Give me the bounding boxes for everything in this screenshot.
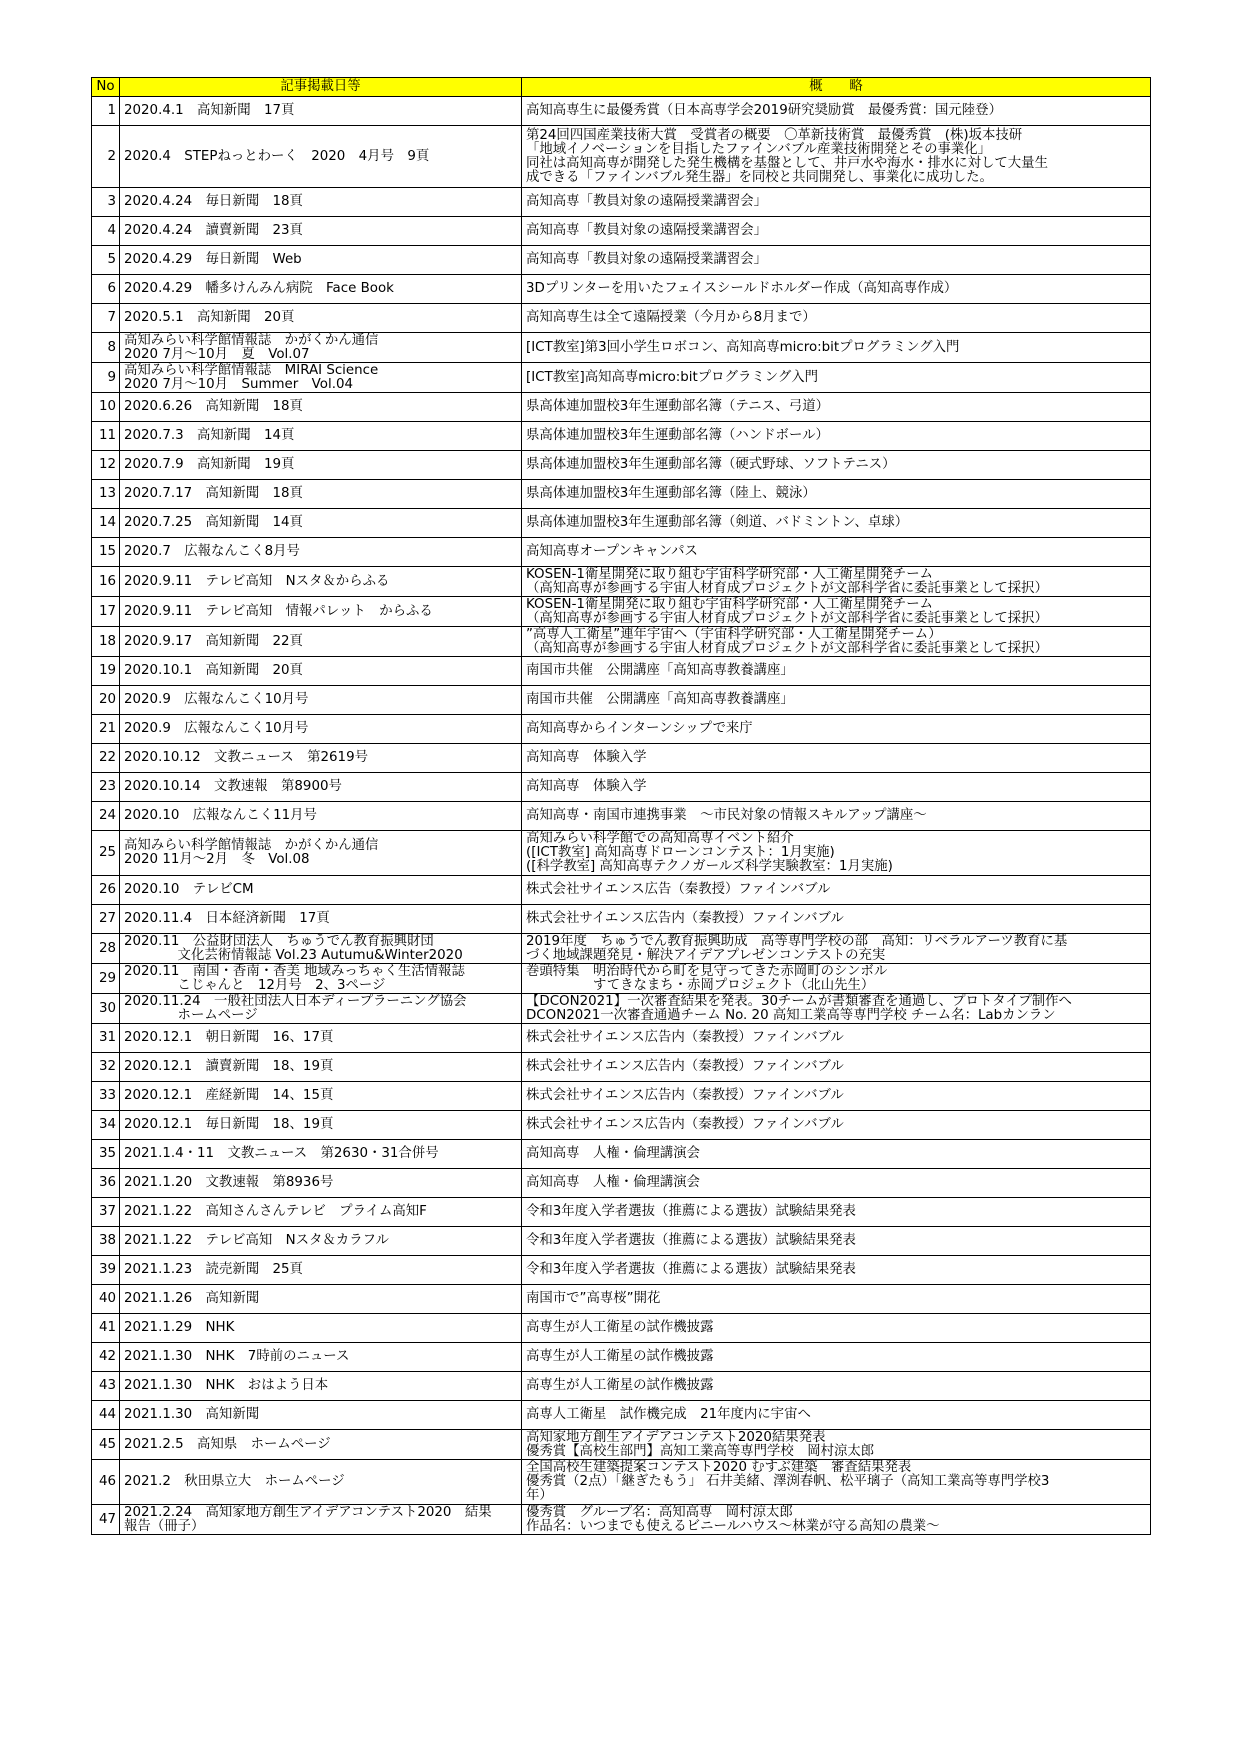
table-row <box>92 686 1151 715</box>
row-date: 2021.1.22 高知さんさんテレビ プライム高知F <box>120 1198 522 1227</box>
table-row <box>92 1140 1151 1169</box>
table-row <box>92 1111 1151 1140</box>
row-date: 2020.4 STEPねっとわーく 2020 4月号 9頁 <box>120 126 522 188</box>
row-date: 2020.5.1 高知新聞 20頁 <box>120 304 522 333</box>
table-row <box>92 188 1151 217</box>
table-row <box>92 1169 1151 1198</box>
row-no: 31 <box>92 1024 120 1053</box>
row-no: 3 <box>92 188 120 217</box>
row-no: 15 <box>92 538 120 567</box>
row-summary: 高知みらい科学館での高知高専イベント紹介 ([ICT教室] 高知高専ドローンコンテスト：1月実施) ([科学教室] 高知高専テクノガールズ科学実験教室：1月実施) <box>522 831 1151 876</box>
table-row <box>92 905 1151 934</box>
row-summary: 県高体連加盟校3年生運動部名簿（剣道、バドミントン、卓球） <box>522 509 1151 538</box>
row-no: 23 <box>92 773 120 802</box>
row-summary: ”高専人工衛星”連年宇宙へ（宇宙科学研究部・人工衛星開発チーム） （高知高専が参画する宇宙人材育成プロジェクトが文部科学省に委託事業として採択） <box>522 627 1151 657</box>
header-summary: 概 略 <box>522 78 1151 97</box>
table-row <box>92 1198 1151 1227</box>
table-row <box>92 126 1151 188</box>
table-row <box>92 627 1151 657</box>
row-no: 32 <box>92 1053 120 1082</box>
row-no: 20 <box>92 686 120 715</box>
row-no: 4 <box>92 217 120 246</box>
row-date: 2020.6.26 高知新聞 18頁 <box>120 393 522 422</box>
row-no: 1 <box>92 97 120 126</box>
table-row <box>92 744 1151 773</box>
table-row <box>92 831 1151 876</box>
row-no: 46 <box>92 1460 120 1505</box>
row-no: 21 <box>92 715 120 744</box>
row-no: 33 <box>92 1082 120 1111</box>
row-summary: 南国市で”高専桜”開花 <box>522 1285 1151 1314</box>
row-date: 2020.10.1 高知新聞 20頁 <box>120 657 522 686</box>
row-no: 18 <box>92 627 120 657</box>
table-row <box>92 715 1151 744</box>
row-summary: 2019年度 ちゅうでん教育振興助成 高等専門学校の部 高知：リベラルアーツ教育に基 づく地域課題発見・解決アイデアプレゼンコンテストの充実 <box>522 934 1151 964</box>
row-date: 2020.7.17 高知新聞 18頁 <box>120 480 522 509</box>
row-date: 2020.11 公益財団法人 ちゅうでん教育振興財団 文化芸術情報誌 Vol.23 Autumu&Winter2020 <box>120 934 522 964</box>
row-summary: 県高体連加盟校3年生運動部名簿（硬式野球、ソフトテニス） <box>522 451 1151 480</box>
header-date: 記事掲載日等 <box>120 78 522 97</box>
row-summary: 高知高専 体験入学 <box>522 773 1151 802</box>
row-date: 2021.1.23 読売新聞 25頁 <box>120 1256 522 1285</box>
table-row <box>92 773 1151 802</box>
row-no: 37 <box>92 1198 120 1227</box>
row-date: 2021.1.4・11 文教ニュース 第2630・31合併号 <box>120 1140 522 1169</box>
row-summary: 高知高専「教員対象の遠隔授業講習会」 <box>522 188 1151 217</box>
row-summary: 南国市共催 公開講座「高知高専教養講座」 <box>522 657 1151 686</box>
row-no: 7 <box>92 304 120 333</box>
table-row <box>92 97 1151 126</box>
table-row <box>92 994 1151 1024</box>
row-summary: 高知高専 人権・倫理講演会 <box>522 1169 1151 1198</box>
table-row <box>92 1460 1151 1505</box>
row-no: 2 <box>92 126 120 188</box>
row-date: 2020.7.9 高知新聞 19頁 <box>120 451 522 480</box>
row-no: 45 <box>92 1430 120 1460</box>
row-no: 5 <box>92 246 120 275</box>
table-row <box>92 538 1151 567</box>
row-summary: 高知高専 体験入学 <box>522 744 1151 773</box>
row-summary: 株式会社サイエンス広告内（秦教授）ファインバブル <box>522 1082 1151 1111</box>
row-summary: 株式会社サイエンス広告内（秦教授）ファインバブル <box>522 1053 1151 1082</box>
row-date: 2021.1.26 高知新聞 <box>120 1285 522 1314</box>
row-summary: 第24回四国産業技術大賞 受賞者の概要 〇革新技術賞 最優秀賞 (株)坂本技研 「地域イノベーションを目指したファインバブル産業技術開発とその事業化」 同社は高知高専が開発した発生機構を基盤として、井戸水や海水・排水に対して大量生 成できる「ファインバブル発生器」を同校と共同開発し、事業化に成功した。 <box>522 126 1151 188</box>
row-no: 14 <box>92 509 120 538</box>
row-date: 高知みらい科学館情報誌 かがくかん通信 2020 7月～10月 夏 Vol.07 <box>120 333 522 363</box>
row-summary: 3Dプリンターを用いたフェイスシールドホルダー作成（高知高専作成） <box>522 275 1151 304</box>
row-no: 11 <box>92 422 120 451</box>
row-date: 2020.4.24 讀賣新聞 23頁 <box>120 217 522 246</box>
row-date: 2020.4.29 毎日新聞 Web <box>120 246 522 275</box>
row-no: 41 <box>92 1314 120 1343</box>
row-date: 高知みらい科学館情報誌 かがくかん通信 2020 11月～2月 冬 Vol.08 <box>120 831 522 876</box>
row-date: 2021.1.20 文教速報 第8936号 <box>120 1169 522 1198</box>
row-no: 42 <box>92 1343 120 1372</box>
row-summary: 南国市共催 公開講座「高知高専教養講座」 <box>522 686 1151 715</box>
row-summary: 株式会社サイエンス広告内（秦教授）ファインバブル <box>522 1111 1151 1140</box>
row-summary: 全国高校生建築提案コンテスト2020 むすぶ建築 審査結果発表 優秀賞（2点）「継ぎたもう」 石井美緒、澤渕春帆、松平璃子（高知工業高等専門学校3 年） <box>522 1460 1151 1505</box>
row-date: 2020.4.24 毎日新聞 18頁 <box>120 188 522 217</box>
row-summary: 高専人工衛星 試作機完成 21年度内に宇宙へ <box>522 1401 1151 1430</box>
row-date: 2020.9 広報なんこく10月号 <box>120 686 522 715</box>
table-row <box>92 1285 1151 1314</box>
row-summary: 令和3年度入学者選抜（推薦による選抜）試験結果発表 <box>522 1198 1151 1227</box>
row-summary: 高知高専オープンキャンパス <box>522 538 1151 567</box>
row-date: 2020.10.12 文教ニュース 第2619号 <box>120 744 522 773</box>
row-date: 2020.10 広報なんこく11月号 <box>120 802 522 831</box>
row-no: 25 <box>92 831 120 876</box>
table-row <box>92 802 1151 831</box>
row-date: 2021.1.29 NHK <box>120 1314 522 1343</box>
row-summary: 優秀賞 グループ名：高知高専 岡村涼太郎 作品名：いつまでも使えるビニールハウス～林業が守る高知の農業～ <box>522 1505 1151 1535</box>
table-row <box>92 567 1151 597</box>
table-row <box>92 934 1151 964</box>
row-summary: 令和3年度入学者選抜（推薦による選抜）試験結果発表 <box>522 1227 1151 1256</box>
row-date: 2020.12.1 産経新聞 14、15頁 <box>120 1082 522 1111</box>
table-row <box>92 509 1151 538</box>
table-row <box>92 1256 1151 1285</box>
row-date: 2020.4.29 幡多けんみん病院 Face Book <box>120 275 522 304</box>
table-row <box>92 1505 1151 1535</box>
row-date: 2020.4.1 高知新聞 17頁 <box>120 97 522 126</box>
row-summary: 高知家地方創生アイデアコンテスト2020結果発表 優秀賞【高校生部門】高知工業高等専門学校 岡村涼太郎 <box>522 1430 1151 1460</box>
row-no: 26 <box>92 876 120 905</box>
table-row <box>92 1401 1151 1430</box>
table-row <box>92 393 1151 422</box>
row-no: 38 <box>92 1227 120 1256</box>
row-summary: 高知高専からインターンシップで来庁 <box>522 715 1151 744</box>
row-summary: 県高体連加盟校3年生運動部名簿（ハンドボール） <box>522 422 1151 451</box>
header-no: No <box>92 78 120 97</box>
row-no: 47 <box>92 1505 120 1535</box>
row-no: 36 <box>92 1169 120 1198</box>
row-no: 35 <box>92 1140 120 1169</box>
row-no: 6 <box>92 275 120 304</box>
row-date: 2020.11.24 一般社団法人日本ディープラーニング協会 ホームページ <box>120 994 522 1024</box>
row-date: 2020.9.11 テレビ高知 情報パレット からふる <box>120 597 522 627</box>
row-summary: [ICT教室]第3回小学生ロボコン、高知高専micro:bitプログラミング入門 <box>522 333 1151 363</box>
row-date: 2021.1.30 高知新聞 <box>120 1401 522 1430</box>
row-summary: 高専生が人工衛星の試作機披露 <box>522 1343 1151 1372</box>
table-row <box>92 275 1151 304</box>
row-no: 43 <box>92 1372 120 1401</box>
table-row <box>92 1082 1151 1111</box>
row-no: 22 <box>92 744 120 773</box>
table-row <box>92 1024 1151 1053</box>
row-summary: 高知高専「教員対象の遠隔授業講習会」 <box>522 217 1151 246</box>
row-date: 2020.9.17 高知新聞 22頁 <box>120 627 522 657</box>
row-no: 24 <box>92 802 120 831</box>
table-row <box>92 1314 1151 1343</box>
row-summary: 高知高専・南国市連携事業 ～市民対象の情報スキルアップ講座～ <box>522 802 1151 831</box>
row-date: 2020.7.25 高知新聞 14頁 <box>120 509 522 538</box>
row-date: 2020.10 テレビCM <box>120 876 522 905</box>
row-no: 34 <box>92 1111 120 1140</box>
row-summary: 高専生が人工衛星の試作機披露 <box>522 1372 1151 1401</box>
row-no: 28 <box>92 934 120 964</box>
row-date: 2020.11 南国・香南・香美 地域みっちゃく生活情報誌 こじゃんと 12月号 2、3ページ <box>120 964 522 994</box>
row-summary: 高知高専生に最優秀賞（日本高専学会2019研究奨励賞 最優秀賞：国元陸登） <box>522 97 1151 126</box>
table-row <box>92 1053 1151 1082</box>
table-row <box>92 964 1151 994</box>
row-no: 44 <box>92 1401 120 1430</box>
row-date: 2020.12.1 朝日新聞 16、17頁 <box>120 1024 522 1053</box>
row-date: 2021.2 秋田県立大 ホームページ <box>120 1460 522 1505</box>
row-no: 27 <box>92 905 120 934</box>
row-no: 17 <box>92 597 120 627</box>
row-summary: 高知高専「教員対象の遠隔授業講習会」 <box>522 246 1151 275</box>
table-body <box>92 97 1151 1535</box>
table-row <box>92 451 1151 480</box>
table-row <box>92 1430 1151 1460</box>
row-summary: 県高体連加盟校3年生運動部名簿（陸上、競泳） <box>522 480 1151 509</box>
row-date: 2020.10.14 文教速報 第8900号 <box>120 773 522 802</box>
row-date: 2020.9.11 テレビ高知 Nスタ＆からふる <box>120 567 522 597</box>
row-no: 29 <box>92 964 120 994</box>
row-date: 2020.9 広報なんこく10月号 <box>120 715 522 744</box>
row-date: 2021.2.5 高知県 ホームページ <box>120 1430 522 1460</box>
row-no: 19 <box>92 657 120 686</box>
row-no: 8 <box>92 333 120 363</box>
table-row <box>92 597 1151 627</box>
row-date: 2021.2.24 高知家地方創生アイデアコンテスト2020 結果 報告（冊子） <box>120 1505 522 1535</box>
table-row <box>92 876 1151 905</box>
row-date: 2020.7.3 高知新聞 14頁 <box>120 422 522 451</box>
table-row <box>92 363 1151 393</box>
row-no: 9 <box>92 363 120 393</box>
row-no: 10 <box>92 393 120 422</box>
row-summary: KOSEN-1衛星開発に取り組む宇宙科学研究部・人工衛星開発チーム （高知高専が参画する宇宙人材育成プロジェクトが文部科学省に委託事業として採択） <box>522 567 1151 597</box>
row-date: 2021.1.22 テレビ高知 Nスタ＆カラフル <box>120 1227 522 1256</box>
header-row <box>92 78 1151 97</box>
row-date: 2020.12.1 毎日新聞 18、19頁 <box>120 1111 522 1140</box>
row-date: 2020.7 広報なんこく8月号 <box>120 538 522 567</box>
table-row <box>92 422 1151 451</box>
row-summary: 令和3年度入学者選抜（推薦による選抜）試験結果発表 <box>522 1256 1151 1285</box>
row-summary: 県高体連加盟校3年生運動部名簿（テニス、弓道） <box>522 393 1151 422</box>
row-no: 39 <box>92 1256 120 1285</box>
row-no: 30 <box>92 994 120 1024</box>
row-no: 16 <box>92 567 120 597</box>
row-date: 2020.12.1 讀賣新聞 18、19頁 <box>120 1053 522 1082</box>
row-no: 12 <box>92 451 120 480</box>
press-coverage-table <box>91 77 1151 1535</box>
press-coverage-sheet <box>91 77 1150 1535</box>
row-no: 40 <box>92 1285 120 1314</box>
row-date: 2020.11.4 日本経済新聞 17頁 <box>120 905 522 934</box>
row-summary: 巻頭特集 明治時代から町を見守ってきた赤岡町のシンボル すてきなまち・赤岡プロジェクト（北山先生） <box>522 964 1151 994</box>
row-no: 13 <box>92 480 120 509</box>
row-summary: 高知高専 人権・倫理講演会 <box>522 1140 1151 1169</box>
row-summary: 高知高専生は全て遠隔授業（今月から8月まで） <box>522 304 1151 333</box>
table-row <box>92 480 1151 509</box>
row-date: 2021.1.30 NHK おはよう日本 <box>120 1372 522 1401</box>
row-summary: KOSEN-1衛星開発に取り組む宇宙科学研究部・人工衛星開発チーム （高知高専が参画する宇宙人材育成プロジェクトが文部科学省に委託事業として採択） <box>522 597 1151 627</box>
table-row <box>92 1227 1151 1256</box>
row-summary: 高専生が人工衛星の試作機披露 <box>522 1314 1151 1343</box>
row-summary: 株式会社サイエンス広告内（秦教授）ファインバブル <box>522 1024 1151 1053</box>
table-row <box>92 1343 1151 1372</box>
row-summary: 【DCON2021】一次審査結果を発表。30チームが書類審査を通過し、プロトタイプ制作へ DCON2021一次審査通過チーム No. 20 高知工業高等専門学校 チーム名：Labカンラン <box>522 994 1151 1024</box>
table-row <box>92 304 1151 333</box>
table-row <box>92 333 1151 363</box>
row-date: 高知みらい科学館情報誌 MIRAI Science 2020 7月～10月 Summer Vol.04 <box>120 363 522 393</box>
row-summary: 株式会社サイエンス広告内（秦教授）ファインバブル <box>522 905 1151 934</box>
row-date: 2021.1.30 NHK 7時前のニュース <box>120 1343 522 1372</box>
table-row <box>92 657 1151 686</box>
table-row <box>92 246 1151 275</box>
table-row <box>92 1372 1151 1401</box>
row-summary: [ICT教室]高知高専micro:bitプログラミング入門 <box>522 363 1151 393</box>
row-summary: 株式会社サイエンス広告（秦教授）ファインバブル <box>522 876 1151 905</box>
table-row <box>92 217 1151 246</box>
